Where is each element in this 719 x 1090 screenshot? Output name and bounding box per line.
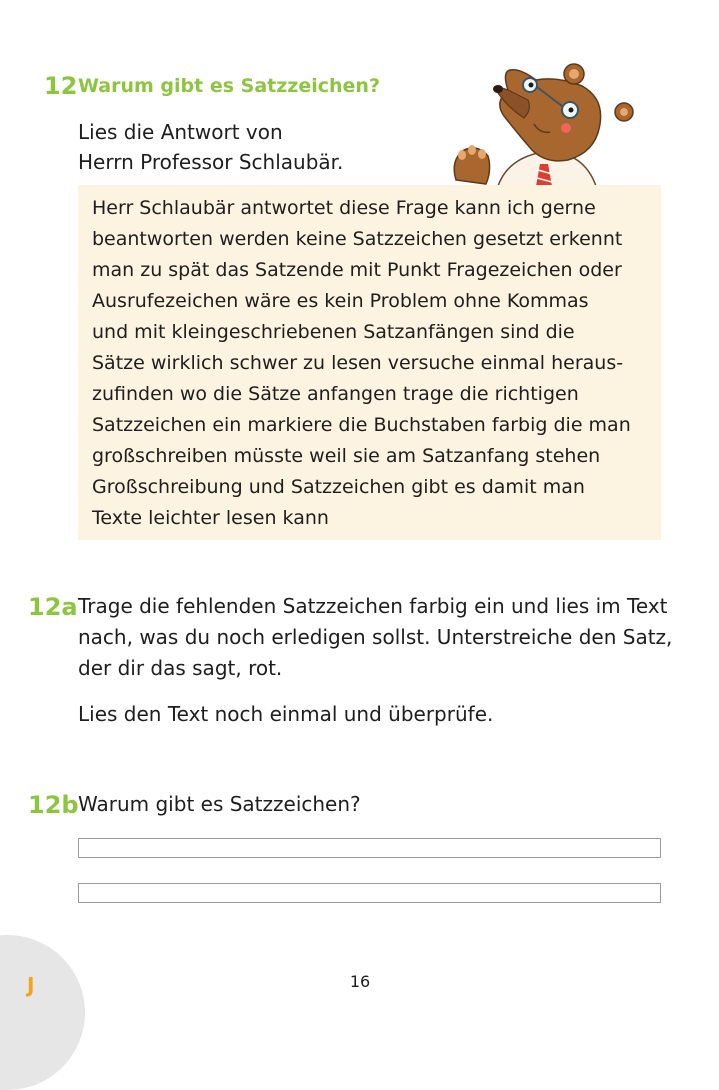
page-corner-shape bbox=[0, 935, 85, 1090]
answer-writing-line[interactable] bbox=[78, 838, 661, 858]
instruction-line: der dir das sagt, rot. bbox=[78, 656, 283, 680]
answer-text-box bbox=[78, 185, 661, 540]
answer-line: beantworten werden keine Satzzeichen gesetzt erkennt bbox=[92, 228, 623, 250]
answer-writing-line[interactable] bbox=[78, 883, 661, 903]
exercise-12a-instructions bbox=[78, 591, 672, 684]
page-number: 16 bbox=[349, 972, 371, 991]
exercise-title: Warum gibt es Satzzeichen? bbox=[78, 75, 380, 97]
exercise-number-12: 12 bbox=[44, 72, 78, 100]
answer-line: Satzzeichen ein markiere die Buchstaben farbig die man bbox=[92, 414, 631, 436]
exercise-intro bbox=[78, 117, 343, 177]
answer-line: Sätze wirklich schwer zu lesen versuche einmal heraus- bbox=[92, 352, 624, 374]
instruction-line: Trage die fehlenden Satzzeichen farbig ein und lies im Text bbox=[78, 594, 668, 618]
professor-bear-illustration bbox=[448, 60, 638, 186]
answer-line: Herr Schlaubär antwortet diese Frage kann ich gerne bbox=[92, 197, 596, 219]
answer-line: zufinden wo die Sätze anfangen trage die richtigen bbox=[92, 383, 579, 405]
answer-line: Texte leichter lesen kann bbox=[92, 507, 329, 529]
exercise-number-12a: 12a bbox=[28, 593, 78, 621]
exercise-12a-second-instruction: Lies den Text noch einmal und überprüfe. bbox=[78, 702, 494, 726]
answer-line: man zu spät das Satzende mit Punkt Fragezeichen oder bbox=[92, 259, 622, 281]
corner-letter: J bbox=[27, 973, 35, 997]
intro-line: Lies die Antwort von bbox=[78, 120, 283, 144]
exercise-12b-question: Warum gibt es Satzzeichen? bbox=[78, 792, 361, 816]
answer-line: großschreiben müsste weil sie am Satzanfang stehen bbox=[92, 445, 601, 467]
instruction-line: nach, was du noch erledigen sollst. Unterstreiche den Satz, bbox=[78, 625, 673, 649]
answer-line: Großschreibung und Satzzeichen gibt es damit man bbox=[92, 476, 585, 498]
answer-line: Ausrufezeichen wäre es kein Problem ohne Kommas bbox=[92, 290, 589, 312]
answer-line: und mit kleingeschriebenen Satzanfängen sind die bbox=[92, 321, 575, 343]
answer-text bbox=[92, 193, 654, 534]
exercise-number-12b: 12b bbox=[28, 791, 79, 819]
intro-line: Herrn Professor Schlaubär. bbox=[78, 150, 344, 174]
